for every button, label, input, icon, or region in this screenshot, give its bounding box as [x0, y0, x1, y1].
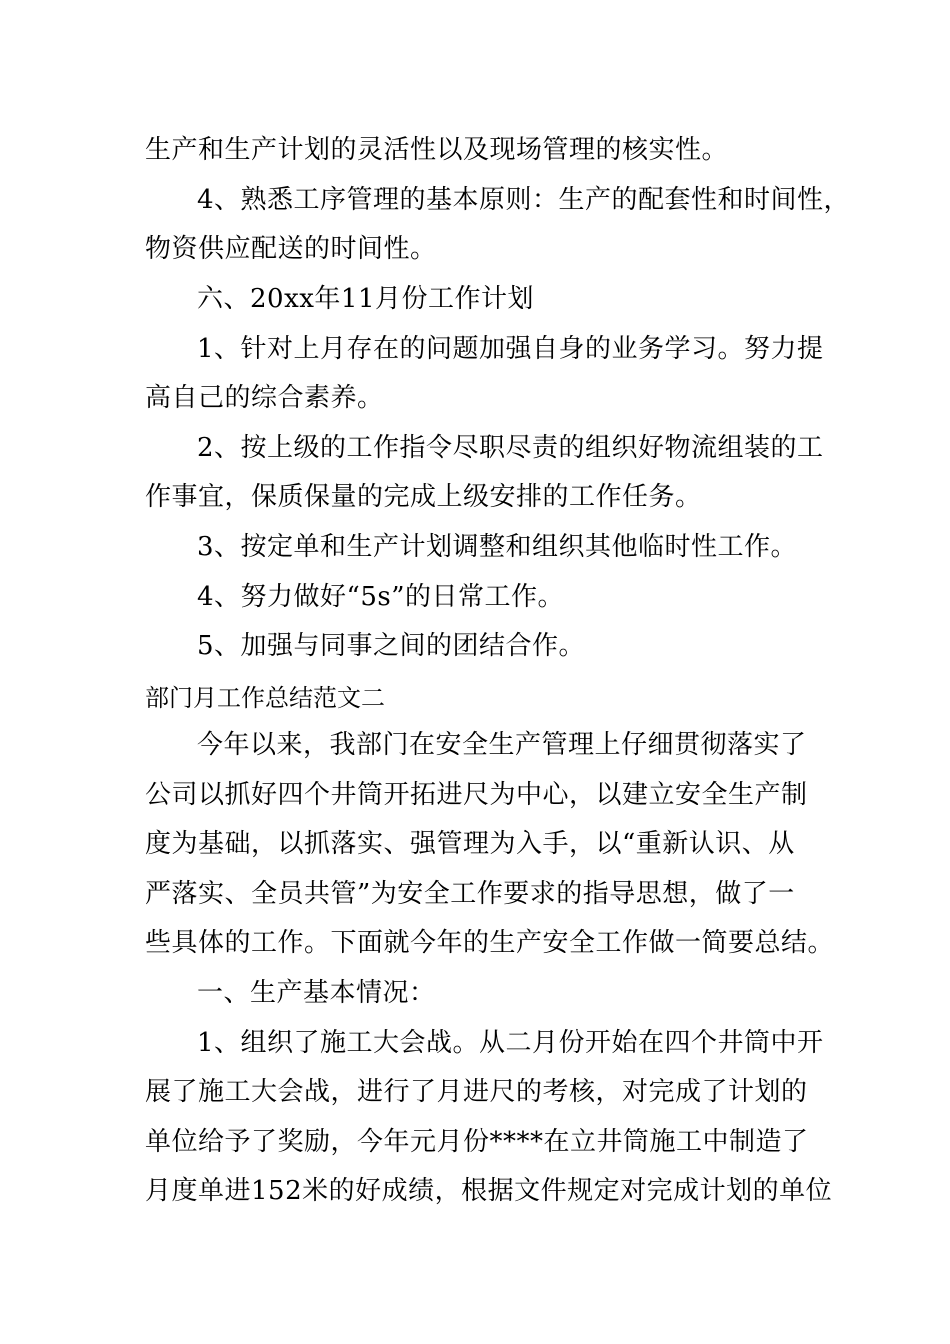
text-line: 度为基础，以抓落实、强管理为入手，以“重新认识、从 — [145, 829, 795, 859]
text-line: 单位给予了奖励，今年元月份****在立井筒施工中制造了 — [145, 1127, 809, 1157]
text-line: 4、努力做好“5s”的日常工作。 — [197, 582, 565, 612]
text-line: 2、按上级的工作指令尽职尽责的组织好物流组装的工 — [197, 433, 824, 463]
text-line: 生产和生产计划的灵活性以及现场管理的核实性。 — [145, 135, 729, 165]
section-heading: 一、生产基本情况： — [197, 978, 436, 1008]
document-title: 部门月工作总结范文二 — [145, 684, 385, 712]
text-line: 今年以来，我部门在安全生产管理上仔细贯彻落实了 — [197, 730, 807, 760]
text-line: 物资供应配送的时间性。 — [145, 234, 437, 264]
text-line: 月度单进152米的好成绩，根据文件规定对完成计划的单位 — [145, 1176, 833, 1206]
text-line: 5、加强与同事之间的团结合作。 — [197, 631, 586, 661]
text-line: 1、组织了施工大会战。从二月份开始在四个井筒中开 — [197, 1028, 824, 1058]
text-line: 些具体的工作。下面就今年的生产安全工作做一简要总结。 — [145, 928, 835, 958]
text-line: 1、针对上月存在的问题加强自身的业务学习。努力提 — [197, 334, 824, 364]
text-line: 严落实、全员共管”为安全工作要求的指导思想，做了一 — [145, 879, 795, 909]
text-line: 高自己的综合素养。 — [145, 383, 384, 413]
text-line: 公司以抓好四个井筒开拓进尺为中心，以建立安全生产制 — [145, 780, 808, 810]
text-line: 作事宜，保质保量的完成上级安排的工作任务。 — [145, 482, 702, 512]
text-line: 3、按定单和生产计划调整和组织其他临时性工作。 — [197, 532, 798, 562]
text-line: 4、熟悉工序管理的基本原则：生产的配套性和时间性， — [197, 185, 851, 215]
text-line: 展了施工大会战，进行了月进尺的考核，对完成了计划的 — [145, 1077, 808, 1107]
section-heading: 六、20xx年11月份工作计划 — [197, 284, 534, 314]
